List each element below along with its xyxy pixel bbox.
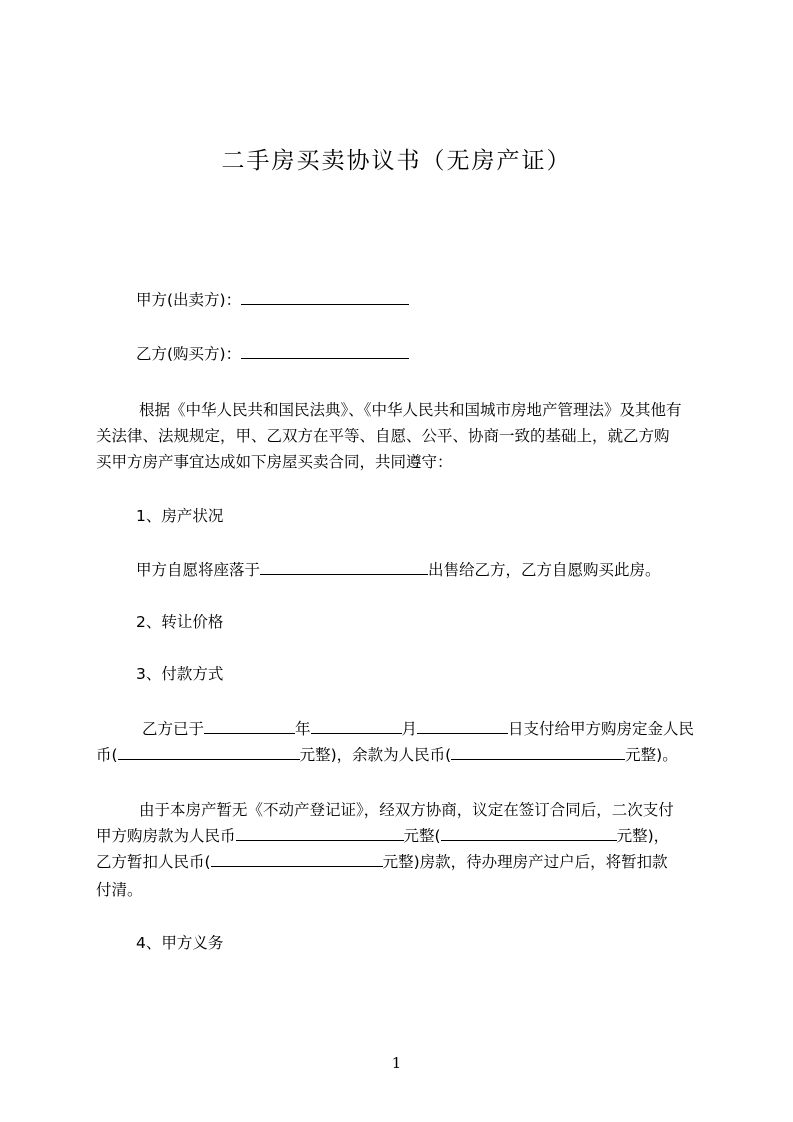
section-1-text [136, 560, 661, 580]
month-blank[interactable] [311, 719, 402, 734]
day-blank[interactable] [417, 719, 508, 734]
second-payment-upper-blank[interactable] [441, 826, 617, 841]
payment-note-line-4: 付清。 [96, 881, 143, 899]
payment-prefix: 乙方已于 [142, 720, 205, 738]
party-b-blank[interactable] [241, 344, 409, 359]
property-location-blank[interactable] [260, 560, 428, 575]
payment-note-line-3 [96, 852, 668, 872]
balance-amount-blank[interactable] [451, 745, 625, 760]
withheld-prefix: 乙方暂扣人民币( [96, 853, 211, 871]
intro-line-1: 根据《中华人民共和国民法典》、《中华人民共和国城市房地产管理法》及其他有 [139, 401, 682, 419]
payment-line-1 [142, 719, 694, 739]
day-text: 日支付给甲方购房定金人民 [508, 720, 695, 738]
page-number: 1 [391, 1054, 402, 1072]
month-label: 月 [401, 720, 418, 738]
withheld-end: 元整)房款，待办理房产过户后，将暂扣款 [382, 853, 668, 871]
payment-note-line-1: 由于本房产暂无《不动产登记证》，经双方协商，议定在签订合同后，二次支付 [139, 801, 674, 819]
second-payment-prefix: 甲方购房款为人民币 [96, 827, 236, 845]
deposit-mid: 元整)，余款为人民币( [299, 746, 452, 764]
party-a-label: 甲方(出卖方)： [136, 291, 242, 309]
deposit-amount-blank[interactable] [118, 745, 300, 760]
party-a-line [136, 290, 409, 310]
intro-line-2: 关法律、法规规定，甲、乙双方在平等、自愿、公平、协商一致的基础上，就乙方购 [96, 427, 670, 445]
section-2-heading: 2、转让价格 [136, 613, 224, 631]
party-a-blank[interactable] [241, 290, 409, 305]
section-1-heading: 1、房产状况 [136, 507, 224, 525]
second-payment-blank[interactable] [236, 826, 404, 841]
intro-line-3: 买甲方房产事宜达成如下房屋买卖合同，共同遵守： [96, 453, 453, 471]
document-title: 二手房买卖协议书（无房产证） [221, 148, 572, 174]
year-blank[interactable] [204, 719, 295, 734]
balance-end: 元整)。 [625, 746, 678, 764]
party-b-label: 乙方(购买方)： [136, 345, 242, 363]
second-payment-mid: 元整( [403, 827, 441, 845]
section-3-heading: 3、付款方式 [136, 665, 224, 683]
party-b-line [136, 344, 409, 364]
section-4-heading: 4、甲方义务 [136, 934, 224, 952]
second-payment-end: 元整)， [616, 827, 670, 845]
payment-note-line-2 [96, 826, 669, 846]
deposit-prefix: 币( [96, 746, 118, 764]
section-1-text-before: 甲方自愿将座落于 [136, 561, 261, 579]
payment-line-2 [96, 745, 678, 765]
year-label: 年 [295, 720, 311, 738]
withheld-amount-blank[interactable] [211, 852, 383, 867]
section-1-text-after: 出售给乙方，乙方自愿购买此房。 [428, 561, 661, 579]
